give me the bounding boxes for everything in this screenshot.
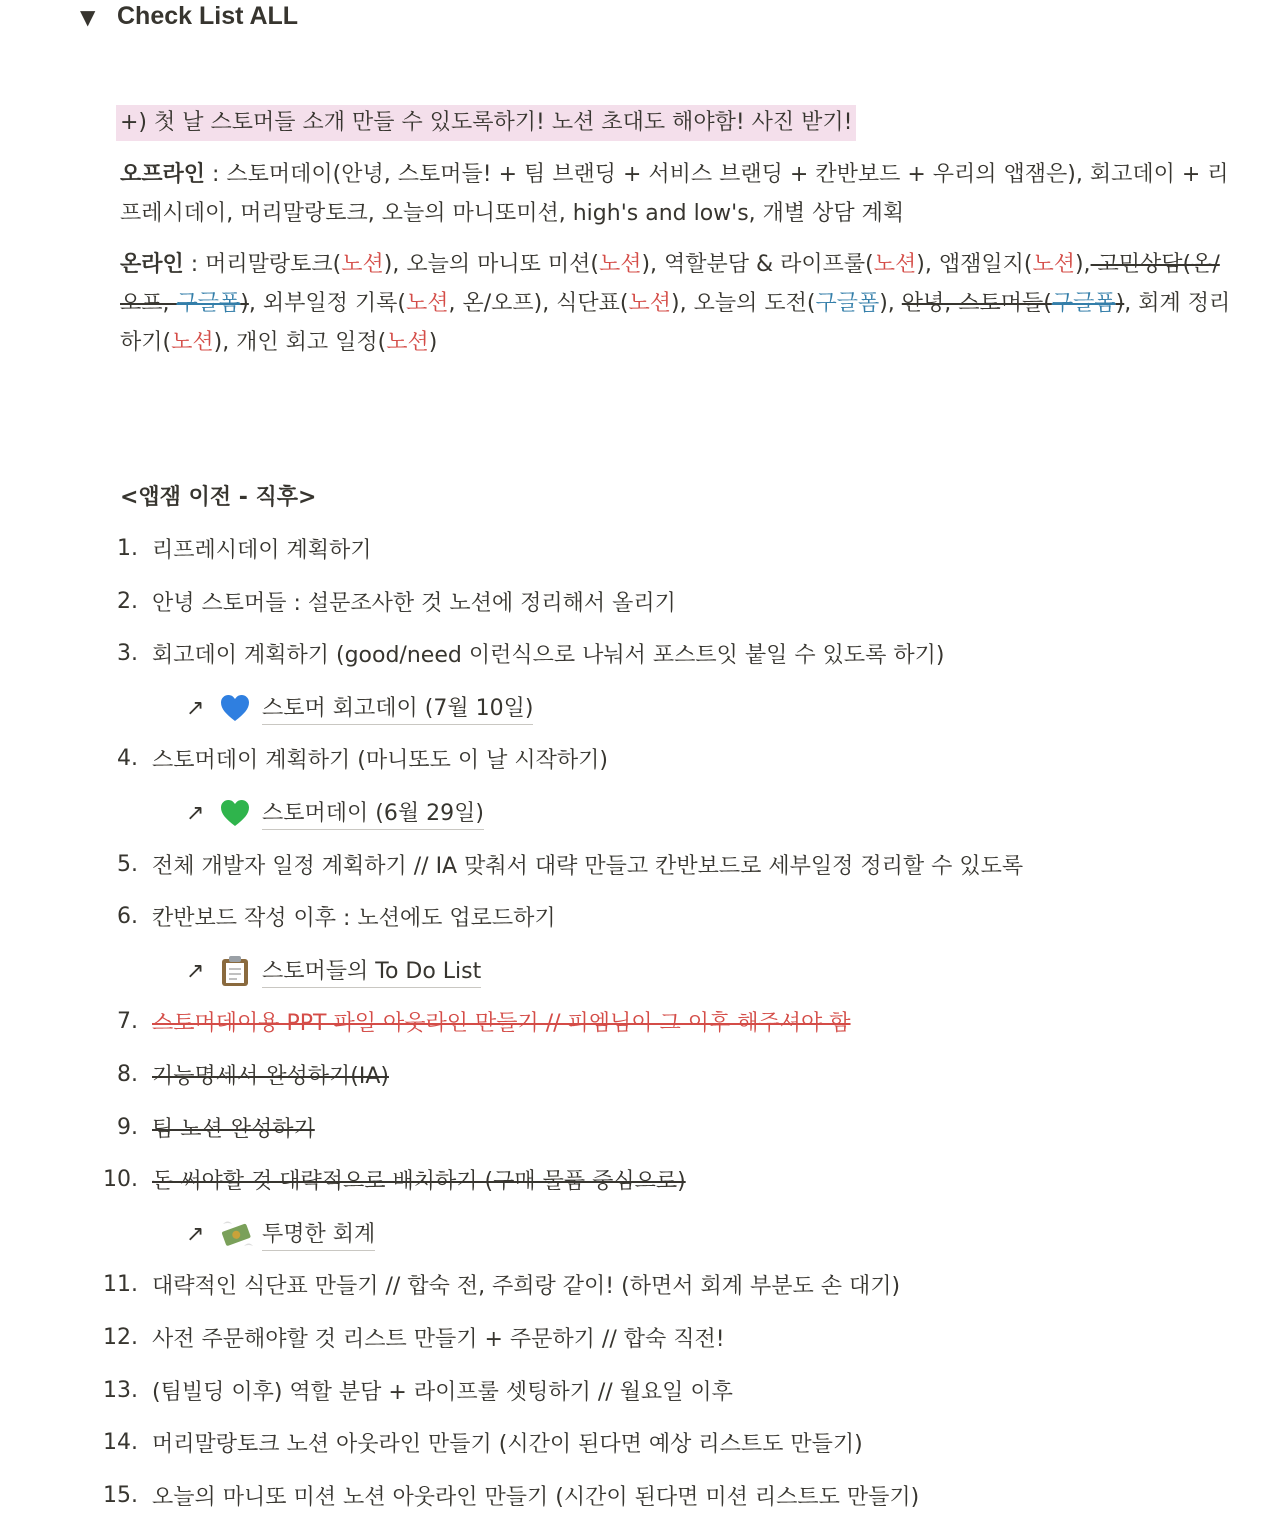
online-text-segment: ), (1074, 252, 1091, 277)
link-arrow-icon: ↗ (186, 1221, 205, 1247)
list-item[interactable] (0, 586, 676, 617)
list-number: 4. (117, 746, 138, 771)
list-item-text: 스토머데이용 PPT 파일 아웃라인 만들기 // 피엠님이 그 이후 해주셔야 함 (152, 1011, 851, 1036)
toggle-triangle-icon[interactable]: ▼ (80, 4, 96, 29)
tool-tag: 노션 (628, 291, 672, 316)
section-heading: <앱잼 이전 - 직후> (120, 485, 317, 510)
online-text-segment: 고민상담(온/오프, (120, 252, 1220, 316)
online-text-segment: : 머리말랑토크( (183, 252, 342, 277)
page-link[interactable] (186, 796, 484, 830)
list-number: 13. (103, 1378, 138, 1403)
page-link[interactable] (186, 1217, 375, 1251)
list-item-text: 스토머데이 계획하기 (마니또도 이 날 시작하기) (152, 748, 608, 773)
tool-tag: 노션 (386, 330, 429, 355)
list-number: 14. (103, 1430, 138, 1455)
list-item-text: 돈 써야할 것 대략적으로 배치하기 (구매 물품 중심으로) (152, 1169, 686, 1194)
list-item[interactable] (0, 1164, 686, 1195)
online-label: 온라인 (120, 252, 184, 277)
offline-text: : 스토머데이(안녕, 스토머들! + 팀 브랜딩 + 서비스 브랜딩 + 칸반보드 + 우리의 앱잼은), 회고데이 + 리프레시데이, 머리말랑토크, 오늘의 마니또미션, high's and low's, 개별 상담 계획 (120, 162, 1229, 226)
list-item[interactable] (0, 1059, 389, 1090)
list-item-text: 리프레시데이 계획하기 (152, 538, 372, 563)
link-arrow-icon: ↗ (186, 800, 205, 826)
list-number: 7. (117, 1009, 138, 1034)
tool-tag: 노션 (1032, 252, 1075, 277)
online-text-segment: ) (240, 291, 249, 316)
list-item[interactable] (0, 849, 1023, 880)
list-item-text: 팀 노션 완성하기 (152, 1117, 315, 1142)
list-item-text: (팀빌딩 이후) 역할 분담 + 라이프룰 셋팅하기 // 월요일 이후 (152, 1380, 733, 1405)
page-link-title[interactable]: 스토머들의 To Do List (262, 954, 481, 988)
list-item[interactable] (0, 1006, 851, 1037)
money-with-wings-icon (220, 1218, 262, 1250)
online-text-segment: , 외부일정 기록( (248, 291, 406, 316)
highlight-row (120, 105, 1232, 145)
list-number: 6. (117, 904, 138, 929)
page-link[interactable] (186, 954, 481, 988)
tool-tag: 노션 (873, 252, 917, 277)
link-arrow-icon: ↗ (186, 695, 205, 721)
list-number: 2. (117, 589, 138, 614)
list-item[interactable] (0, 743, 608, 774)
list-item[interactable] (0, 1375, 733, 1406)
list-number: 5. (117, 852, 138, 877)
list-item-text: 안녕 스토머들 : 설문조사한 것 노션에 정리해서 올리기 (152, 591, 676, 616)
list-item-text: 회고데이 계획하기 (good/need 이런식으로 나눠서 포스트잇 붙일 수 있도록 하기) (152, 643, 945, 668)
list-number: 1. (117, 536, 138, 561)
list-item-text: 대략적인 식단표 만들기 // 합숙 전, 주희랑 같이! (하면서 회계 부분도 손 대기) (152, 1274, 901, 1299)
list-item-text: 기능명세서 완성하기(IA) (152, 1064, 389, 1089)
online-text-segment: 안녕, 스토머들( (901, 291, 1052, 316)
toggle-title: Check List ALL (117, 2, 299, 30)
list-number: 3. (117, 641, 138, 666)
page-link[interactable] (186, 691, 533, 725)
online-text-segment: ), 오늘의 도전( (671, 291, 816, 316)
offline-label: 오프라인 (120, 162, 206, 187)
blue-heart-icon (220, 692, 262, 724)
toggle-block[interactable] (80, 2, 298, 31)
list-item[interactable] (0, 1112, 315, 1143)
online-text-segment: ) (1115, 291, 1125, 316)
tool-tag: 노션 (598, 252, 642, 277)
list-item[interactable] (0, 901, 556, 932)
list-number: 11. (103, 1272, 138, 1297)
notes-block (120, 105, 1232, 362)
tool-tag: 노션 (405, 291, 449, 316)
page-link-title[interactable]: 스토머 회고데이 (7월 10일) (262, 691, 533, 725)
page-link-title[interactable]: 스토머데이 (6월 29일) (262, 796, 484, 830)
list-number: 9. (117, 1115, 138, 1140)
online-text-segment: ) (428, 330, 438, 355)
green-heart-icon (220, 797, 262, 829)
tool-tag: 구글폼 (1051, 291, 1116, 316)
online-paragraph[interactable] (120, 245, 1232, 362)
highlight-note[interactable]: +) 첫 날 스토머들 소개 만들 수 있도록하기! 노션 초대도 해야함! 사진 받기! (116, 105, 856, 141)
list-item-text: 사전 주문해야할 것 리스트 만들기 + 주문하기 // 합숙 직전! (152, 1327, 725, 1352)
tool-tag: 노션 (171, 330, 214, 355)
online-text-segment: ), 오늘의 마니또 미션( (383, 252, 599, 277)
list-number: 8. (117, 1062, 138, 1087)
tool-tag: 노션 (341, 252, 384, 277)
offline-paragraph[interactable] (120, 155, 1232, 233)
list-item-text: 전체 개발자 일정 계획하기 // IA 맞춰서 대략 만들고 칸반보드로 세부일정 정리할 수 있도록 (152, 854, 1024, 879)
online-text-segment: ), 역할분담 & 라이프룰( (641, 252, 874, 277)
list-number: 15. (103, 1483, 138, 1508)
list-item[interactable] (0, 1322, 725, 1353)
list-item[interactable] (0, 1269, 900, 1300)
tool-tag: 구글폼 (176, 291, 241, 316)
online-text-segment: ), 앱잼일지( (916, 252, 1033, 277)
list-number: 12. (103, 1325, 138, 1350)
link-arrow-icon: ↗ (186, 958, 205, 984)
list-item[interactable] (0, 533, 372, 564)
list-item-text: 칸반보드 작성 이후 : 노션에도 업로드하기 (152, 906, 556, 931)
clipboard-icon (220, 955, 262, 987)
list-item[interactable] (0, 1480, 919, 1511)
page-link-title[interactable]: 투명한 회계 (262, 1217, 375, 1251)
list-item[interactable] (0, 638, 944, 669)
online-text-segment: ), 개인 회고 일정( (213, 330, 387, 355)
list-item-text: 머리말랑토크 노션 아웃라인 만들기 (시간이 된다면 예상 리스트도 만들기) (152, 1432, 863, 1457)
list-item[interactable] (0, 1427, 863, 1458)
online-text-segment: , 회계 정리하기( (120, 291, 1231, 355)
list-item-text: 오늘의 마니또 미션 노션 아웃라인 만들기 (시간이 된다면 미션 리스트도 만들기) (152, 1485, 920, 1510)
online-text-segment: , 온/오프), 식단표( (448, 291, 629, 316)
tool-tag: 구글폼 (815, 291, 880, 316)
online-text-segment: ), (879, 291, 902, 316)
list-number: 10. (103, 1167, 138, 1192)
